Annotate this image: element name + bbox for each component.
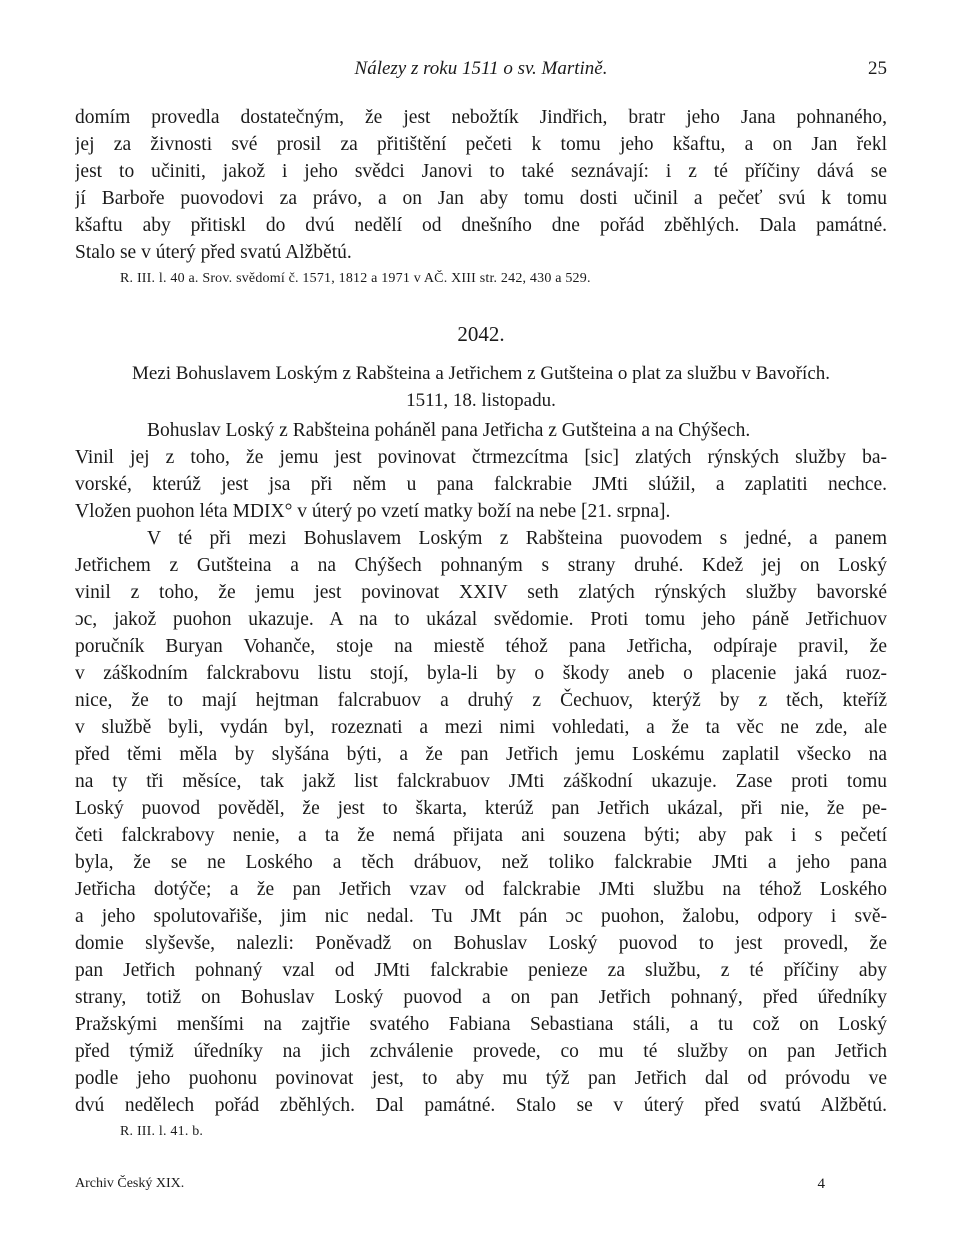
entry-heading <box>75 360 887 414</box>
text-line: Pražskými menšími na zajtřie svatého Fabiana Sebastiana stáli, a tu což on Loský <box>75 1014 887 1035</box>
text-line: V té při mezi Bohuslavem Loským z Rabšteina puovodem s jedné, a panem <box>147 528 887 549</box>
text-line: Vinil jej z toho, že jemu jest povinovat čtrmezcítma [sic] zlatých rýnských služby ba- <box>75 447 887 468</box>
text-line: Stalo se v úterý před svatú Alžbětú. <box>75 242 352 263</box>
text-line: ɔc, jakož puohon ukazuje. A na to ukázal svědomie. Proti tomu jeho páně Jetřichuov <box>75 609 887 630</box>
page-number: 25 <box>868 58 887 79</box>
text-line: podle jeho puohonu povinovat jest, to aby mu týž pan Jetřich dal od próvodu ve <box>75 1068 887 1089</box>
text-line: na ty tři měsíce, tak jakž list falckrabuov JMti záškodní ukazuje. Zase proti tomu <box>75 771 887 792</box>
text-line: před týmiž úředníky na jich zchválenie provede, co mu té služby on pan Jetřich <box>75 1041 887 1062</box>
footer-imprint: Archiv Český XIX. <box>75 1176 185 1191</box>
entry-body <box>75 417 887 1145</box>
entry-number: 2042. <box>457 322 505 346</box>
entry-date: 1511, 18. listopadu. <box>406 390 556 411</box>
text-line: Jetřicha dotýče; a že pan Jetřich vzav od falckrabie JMti službu na téhož Loského <box>75 879 887 900</box>
entry-heading-line: Mezi Bohuslavem Loským z Rabšteina a Jetřichem z Gutšteina o plat za službu v Bavořích. <box>131 363 831 384</box>
text-line: v záškodním falckrabovu listu stojí, byla-li by o škody aneb o placenie jaká ruoz- <box>75 663 887 684</box>
text-line: kšaftu aby přitiskl do dvú nedělí od dnešního dne pořád zběhlých. Dala památné. <box>75 215 887 236</box>
text-line: jej za živnosti své prosil za přitištění pečeti k tomu jeho kšaftu, a on Jan řekl <box>75 134 887 155</box>
text-line: vinil z toho, že jemu jest povinovat XXIV seth zlatých rýnských služby bavorské <box>75 582 887 603</box>
text-line: Jetřichem z Gutšteina a na Chýšech pohnaným s strany druhé. Kdež jej on Loský <box>75 555 887 576</box>
running-title: Nálezy z roku 1511 o sv. Martině. <box>354 58 608 79</box>
source-reference: R. III. l. 40 a. Srov. svědomí č. 1571, 1812 a 1971 v AČ. XIII str. 242, 430 a 529. <box>120 271 591 286</box>
text-line: četi falckrabovy nenie, a ta že nemá přijata ani souzena býti; aby pak i s pečetí <box>75 825 887 846</box>
text-line: nice, že to mají hejtman falcrabuov a druhý z Čechuov, kterýž by z těch, kteříž <box>75 690 887 711</box>
running-head <box>75 58 887 86</box>
book-page <box>75 0 887 1255</box>
text-line: před těmi měla by slyšána býti, a že pan Jetřich jemu Loskému zaplatil všecko na <box>75 744 887 765</box>
text-line: poručník Buryan Vohanče, stoje na miestě téhož pana Jetřicha, odpíraje pravil, že <box>75 636 887 657</box>
text-line: Loský puovod pověděl, že jest to škarta, kterúž pan Jetřich ukázal, při nie, že pe- <box>75 798 887 819</box>
text-line: vorské, kterúž jest jsa při něm u pana falckrabie JMti slúžil, a zaplatiti nechce. <box>75 474 887 495</box>
text-line: dvú nedělech pořád zběhlých. Dal památné. Stalo se v úterý před svatú Alžbětú. <box>75 1095 887 1116</box>
text-line: byla, že se ne Loského a těch drábuov, než toliko falckrabie JMti a jeho pana <box>75 852 887 873</box>
text-line: jí Barboře puovodovi za právo, a on Jan aby tomu dosti učinil a pečeť svú k tomu <box>75 188 887 209</box>
signature-mark: 4 <box>817 1176 825 1192</box>
source-reference: R. III. l. 41. b. <box>120 1124 204 1139</box>
previous-entry <box>75 104 887 292</box>
text-line: Vložen puohon léta MDIX° v úterý po vzetí matky boží na nebe [21. srpna]. <box>75 501 671 522</box>
page-footer <box>75 1172 887 1196</box>
text-line: strany, totiž on Bohuslav Loský puovod a on pan Jetřich pohnaný, před úředníky <box>75 987 887 1008</box>
text-line: v službě byli, vydán byl, rozeznati a mezi nimi vohledati, a že ta věc ne zde, ale <box>75 717 887 738</box>
text-line: pan Jetřich pohnaný vzal od JMti falckrabie penieze za službu, z té příčiny aby <box>75 960 887 981</box>
text-line: Bohuslav Loský z Rabšteina poháněl pana Jetřicha z Gutšteina a na Chýšech. <box>147 420 751 441</box>
text-line: jest to učiniti, jakož i jeho svědci Janovi to také seznávají: i z té příčiny dává se <box>75 161 887 182</box>
text-line: a jeho spolutovařiše, jim nic nedal. Tu JMt pán ɔc puohon, žalobu, odpory i svě- <box>75 906 887 927</box>
text-line: domie slyševše, nalezli: Poněvadž on Bohuslav Loský puovod to jest provedl, že <box>75 933 887 954</box>
text-line: domím provedla dostatečným, že jest nebožtík Jindřich, bratr jeho Jana pohnaného, <box>75 107 887 128</box>
